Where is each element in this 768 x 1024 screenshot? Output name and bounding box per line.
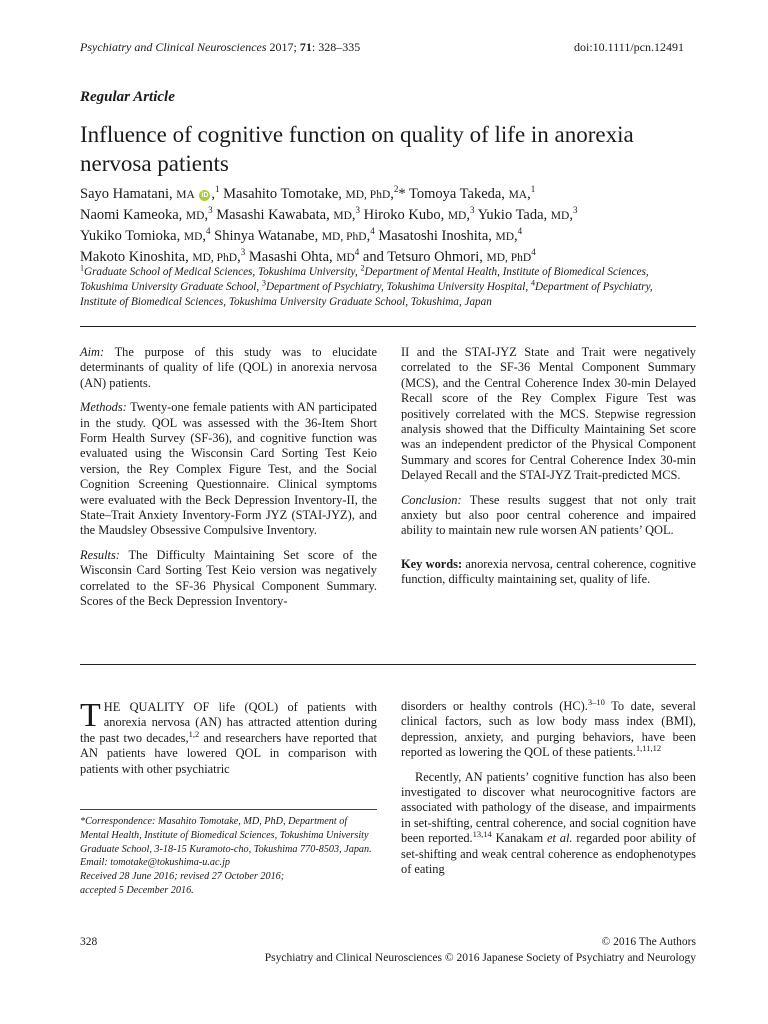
article-type-label: Regular Article <box>80 89 175 105</box>
abstract-methods: Methods: Twenty-one female patients with AN participated in the study. QOL was assessed with the 36-Item Short Form Health Survey (SF-36), and cognitive function was evaluated using the Wisconsin Card Sorting Test Keio version, the Rey Complex Figure Test, and the Social Cognition Screening Questionnaire. Clinical symptoms were evaluated with the Beck Depression Inventory-II, the State–Trait Anxiety Inventory-Form JYZ (STAI-JYZ), and the Maudsley Obsessive Compulsive Inventory. <box>80 400 377 538</box>
correspondence-email[interactable]: Email: tomotake@tokushima-u.ac.jp <box>80 857 230 869</box>
abstract-aim: Aim: The purpose of this study was to elucidate determinants of quality of life (QOL) in anorexia nervosa (AN) patients. <box>80 345 377 390</box>
body-left-column <box>80 697 377 786</box>
abstract-results: Results: The Difficulty Maintaining Set score of the Wisconsin Card Sorting Test Keio version was negatively correlated to the SF-36 Physical Component Summary. Scores of the Beck Depression Inventory- <box>80 547 377 609</box>
keywords: Key words: anorexia nervosa, central coherence, cognitive function, difficulty maintaining set, quality of life. <box>401 556 696 587</box>
page-number: 328 <box>80 936 98 948</box>
orcid-icon[interactable]: iD <box>201 192 209 199</box>
abstract-bottom-rule <box>80 664 696 665</box>
abstract-top-rule <box>80 326 696 327</box>
drop-cap: T <box>80 697 101 734</box>
running-header-doi[interactable]: doi:10.1111/pcn.12491 <box>574 40 684 54</box>
abstract-left-column <box>80 345 377 619</box>
footer-copyright: © 2016 The Authors <box>601 936 696 948</box>
abstract-right-column <box>401 345 696 597</box>
body-right-column <box>401 696 696 886</box>
running-header-journal: Psychiatry and Clinical Neurosciences 2017; 71: 328–335 <box>80 40 361 54</box>
abstract-results-cont: II and the STAI-JYZ State and Trait were negatively correlated to the SF-36 Mental Component Summary (MCS), and the Central Coherence Index 30-min Delayed Recall score of the Rey Complex Figure Test was positively correlated with the MCS. Stepwise regression analysis showed that the Difficulty Maintaining Set score was an independent predictor of the Physical Component Summary and scores for Central Coherence Index 30-min Delayed Recall and the STAI-JYZ Trait-predicted MCS. <box>401 345 696 483</box>
body-paragraph: Recently, AN patients’ cognitive function has also been investigated to discover what neurocognitive factors are associated with pathology of the disease, and impairments in set-shifting, central coherence, and social cognition have been reported.$^{13,14}$ Kanakam et al. regarded poor ability of set-shifting and weak central coherence as endophenotypes of eating <box>401 769 696 877</box>
footnote-rule <box>80 809 377 810</box>
correspondence-footnote: *Correspondence: Masahito Tomotake, MD, PhD, Department of Mental Health, Institute of Biomedical Sciences, Tokushima University Graduate School, 3-18-15 Kuramoto-cho, Tokushima 770-8503, Japan. Email: tomotake@tokushima-u.ac.jp Received 28 June 2016; revised 27 October 2016; accepted 5 December 2016. <box>80 815 385 898</box>
author-list: Sayo Hamatani, MA iD ,$^1$ Masahito Tomotake, MD, PhD,$^2$* Tomoya Takeda, MA,$^1$ Naomi Kameoka, MD,$^3$ Masashi Kawabata, MD,$^3$ Hiroko Kubo, MD,$^3$ Yukio Tada, MD,$^3$ Yukiko Tomioka, MD,$^4$ Shinya Watanabe, MD, PhD,$^4$ Masatoshi Inoshita, MD,$^4$ Makoto Kinoshita, MD, PhD,$^3$ Masashi Ohta, $MD^4$ and Tetsuro Ohmori, MD, PhD$^4$ <box>80 184 578 265</box>
author-affiliations: $^1$Graduate School of Medical Sciences, Tokushima University, $^2$Department of Mental Health, Institute of Biomedical Sciences, Tokushima University Graduate School, $^3$Department of Psychiatry, Tokushima University Hospital, $^4$Department of Psychiatry, Institute of Biomedical Sciences, Tokushima University Graduate School, Tokushima, Japan <box>80 263 653 308</box>
abstract-conclusion: Conclusion: These results suggest that not only trait anxiety but also poor central coherence and impaired ability to maintain new rule worsen AN patients’ QOL. <box>401 492 696 538</box>
intro-paragraph: THE QUALITY OF life (QOL) of patients with anorexia nervosa (AN) has attracted attention during the past two decades,$^{1,2}$ and researchers have reported that AN patients have lowered QOL in comparison with patients with other psychiatric <box>80 697 377 776</box>
article-title: Influence of cognitive function on quality of life in anorexia nervosa patients <box>80 122 634 176</box>
body-paragraph: disorders or healthy controls (HC).$^{3-10}$ To date, several clinical factors, such as low body mass index (BMI), depression, anxiety, and purging behaviors, have been reported as lowering the QOL of these patients.$^{1,11,12}$ <box>401 696 696 760</box>
footer-journal-line: Psychiatry and Clinical Neurosciences © 2016 Japanese Society of Psychiatry and Neurology <box>264 952 696 964</box>
